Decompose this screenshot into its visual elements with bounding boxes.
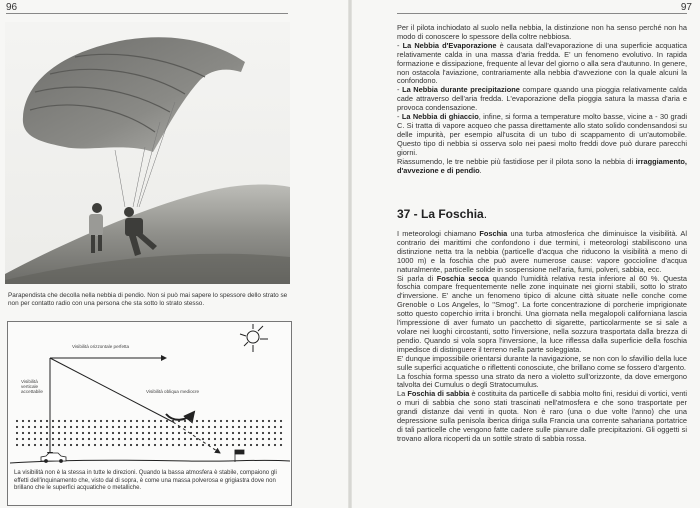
paragraph-ice-fog: - La Nebbia di ghiaccio, infine, si forma a temperature molto basse, vicine a - 30 gradi C. Si tratta di vapore acqueo che passa direttamente allo stato solido condensandosi su delle impurità, per esempio all'uscita di un tubo di scappamento di un'automobile. Questo tipo di nebbia si osserva solo nei paesi molto freddi dove può durare parecchi giorni.	[397, 112, 687, 157]
haze-layer	[16, 419, 284, 447]
label-vertical-line3: accettabile	[21, 389, 43, 395]
photo-caption: Parapendista che decolla nella nebbia di pendio. Non si può mai sapere lo spessore dello strato se non per contatto radio con una persona che sta sotto lo strato stesso.	[8, 292, 288, 307]
paragraph-precipitation-fog: - La Nebbia durante precipitazione compare quando una pioggia relativamente calda cade attraverso dell'aria fredda. L'evaporazione della pioggia satura la massa d'aria e provoca condensazione.	[397, 85, 688, 113]
section-heading: 37 - La Foschia.	[397, 207, 488, 221]
paragraph-summary: Riassumendo, le tre nebbie più fastidiose per il pilota sono la nebbia di irraggiamento, d'avvezione e di pendio.	[397, 156, 687, 175]
label-horizontal-visibility: Visibilità orizzontale perfetta	[72, 344, 130, 349]
label-oblique-visibility: Visibilità obliqua mediocre	[146, 389, 200, 394]
right-page	[350, 0, 700, 508]
label-vertical-line1: Visibilità	[21, 379, 38, 384]
fog-types-text	[397, 24, 687, 175]
paragraph-horizon-layer: La foschia forma spesso una strato da nero a violetto sull'orizzonte, da dove emergono talvolta dei Cumulus o degli Stratocumulus.	[397, 371, 687, 390]
label-vertical-visibility	[21, 379, 43, 395]
header-rule-left	[6, 13, 288, 14]
paraglider-photo	[5, 22, 290, 284]
page-number-left: 96	[6, 2, 18, 13]
diagram-caption: La visibilità non è la stessa in tutte le direzioni. Quando la bassa atmosfera è stabile, compaiono gli effetti dell'inquinamento che, visto dal di sopra, è come una massa polverosa e grigiastra dove non brillano che le superfici acquatiche o metalliche.	[14, 470, 277, 492]
page-number-right: 97	[680, 2, 692, 13]
header-rule-right	[397, 13, 687, 14]
haze-section-text	[397, 230, 687, 444]
paragraph-navigation: E' dunque impossibile orientarsi durante la navigazione, se non con lo sfavillio della luce sulle superfici acquatiche o riflettenti conosciute, che brillano come se fossero d'argento.	[397, 353, 687, 372]
label-vertical-line2: verticale	[21, 384, 39, 390]
paragraph-evaporation-fog: - La Nebbia d'Evaporazione è causata dall'evaporazione di una superficie acquatica relativamente calda in una massa d'aria fredda. E' un fenomeno evolutivo. In rapida formazione e dissipazione, frequente al levar del giorno o alla sera d'autunno. In genere, non ostacola l'aviazione, contrariamente alla nebbia d'avvezione con la quale alcuni la confondono.	[397, 40, 688, 86]
visibility-diagram	[7, 321, 292, 506]
sun-icon	[240, 324, 268, 352]
paragraph: Per il pilota inchiodato al suolo nella nebbia, la distinzione non ha senso perché non ha modo di conoscere lo spessore della coltre nebbiosa.	[397, 23, 687, 41]
paragraph-sand-haze: La Foschia di sabbia è costituita da particelle di sabbia molto fini, residui di vortici, venti o muri di sabbia che sono stati trascinati nell'atmosfera e che sono trasportate per grandi distanze dai venti in quota. Non è raro (una o due volte l'anno) che una depressione sulla penisola iberica diriga sulla Francia una corrente sahariana portatrice di tali particelle che vengono fatte cadere sulle pianure dalle precipitazioni. Gli oggetti si trovano allora ricoperti da un sottile strato di sabbia rossa.	[397, 389, 687, 443]
car-icon	[41, 453, 66, 463]
paragraph-dry-haze: Si parla di Foschia secca quando l'umidità relativa resta inferiore al 60 %. Questa foschia compare frequentemente nelle zone inquinate nei giorni stabili, sotto lo strato d'inversione. E' anche un fenomeno tipico di alcune città situate nelle conche come Grenoble o Los Angeles, lo ''Smog''. La forte concentrazione di porcherie imprigionate sotto questo coperchio irrita i bronchi. Una giornata nella megalopoli californiana lascia l'impressione di aver fumato un pacchetto di sigarette, particolarmente se si sale a volare nei luoghi circostanti, sotto l'inversione, nella sozzura trasportata dalla brezza di pendio. Quando si vola sopra l'inversione, la luce riflessa dalla superficie della foschia impedisce di distinguere il terreno nella parte soleggiata.	[397, 273, 687, 354]
photo-illustration	[5, 22, 290, 284]
paragraph-haze-definition: I meteorologi chiamano Foschia una turba atmosferica che diminuisce la visibilità. Al contrario dei marittimi che confondono i due termini, i meteorologi stabiliscono una distinzione netta tra la nebbia (particelle d'acqua che riducono la visibilità a meno di 1000 m) e la foschia che può avere numerose cause: vapore goccioline d'acqua naturalmente, particelle solide in sospensione nell'aria, fumi, polveri, sabbia, ecc.	[397, 229, 687, 274]
